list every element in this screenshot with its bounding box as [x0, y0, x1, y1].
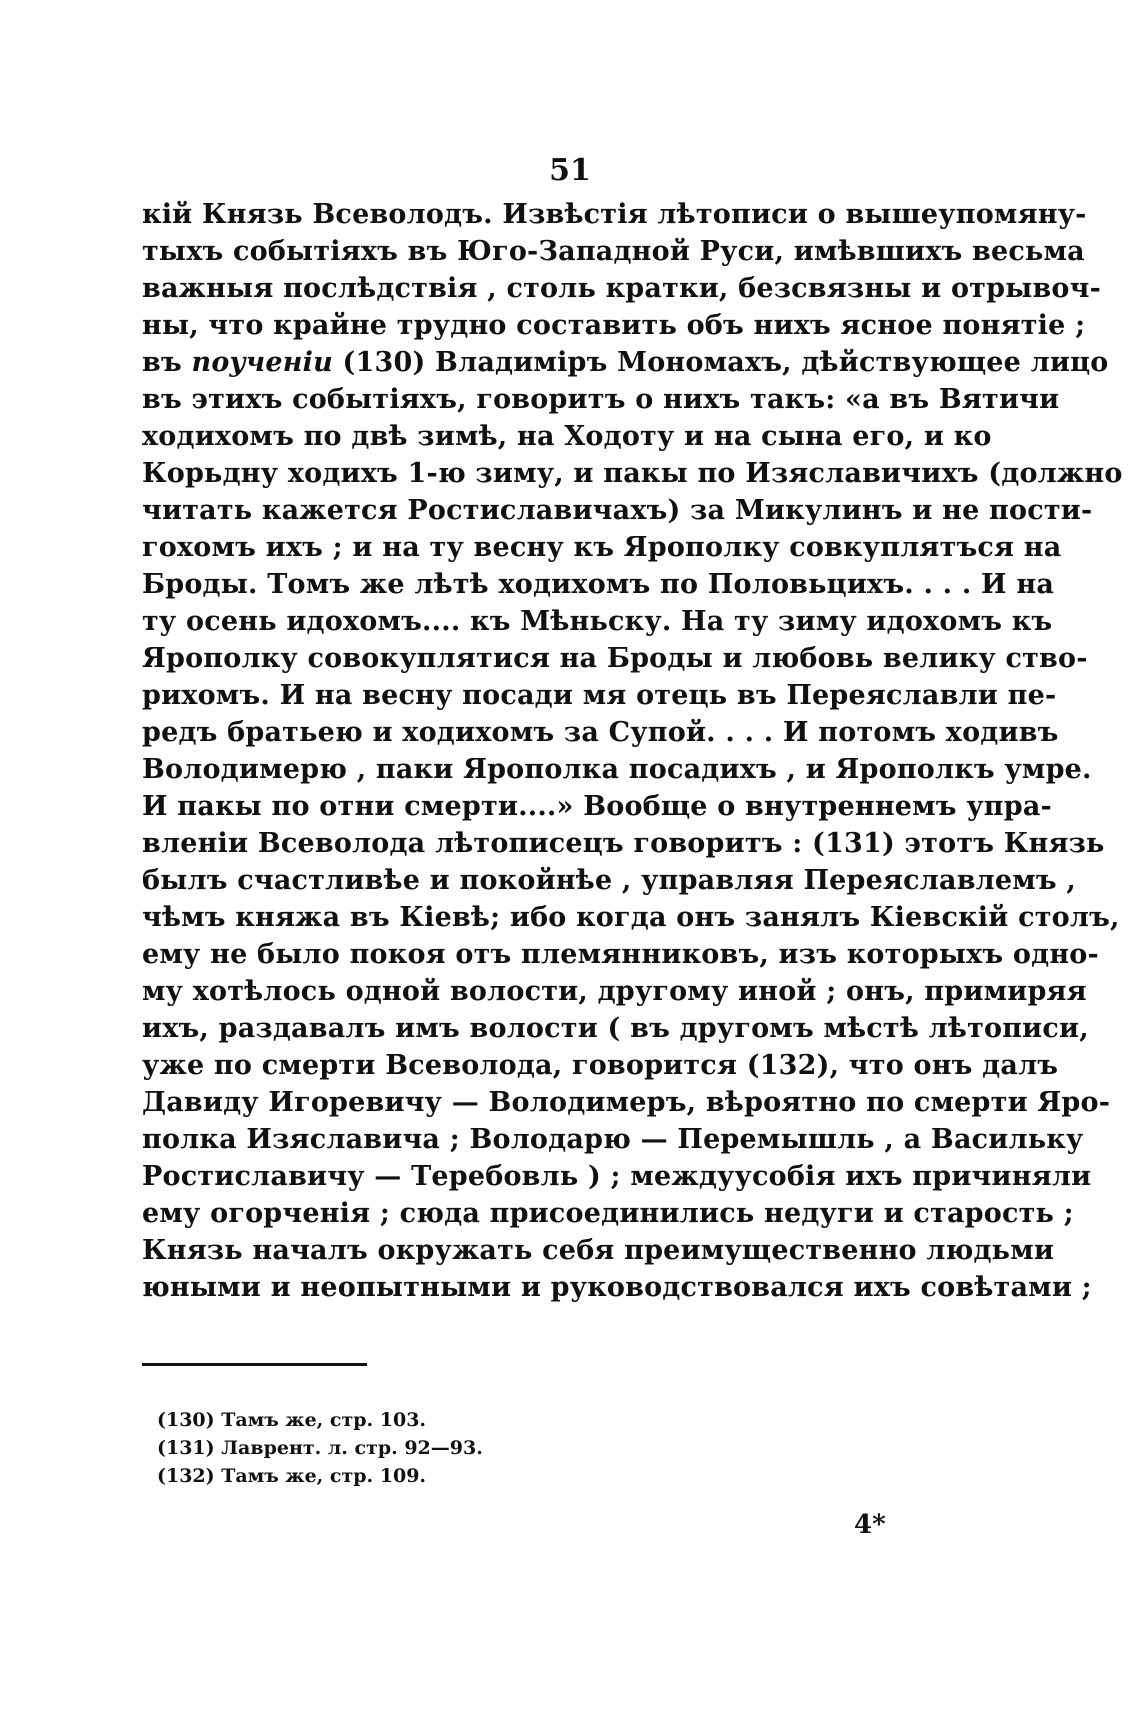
text-line: уже по смерти Всеволода, говорится (132), что онъ далъ — [142, 1050, 1059, 1081]
text-line: Князь началъ окружать себя преимущественно людьми — [142, 1235, 1055, 1266]
text-line: читать кажется Ростиславичахъ) за Микулинъ и не пости- — [142, 495, 1093, 526]
text-line: юными и неопытными и руководствовался ихъ совѣтами ; — [142, 1272, 1092, 1303]
text-line: ихъ, раздавалъ имъ волости ( въ другомъ мѣстѣ лѣтописи, — [142, 1013, 1089, 1044]
text-line: гохомъ ихъ ; и на ту весну къ Ярополку совкуплятъся на — [142, 532, 1062, 563]
footnote-130: (130) Тамъ же, стр. 103. — [157, 1409, 427, 1431]
text-line: рихомъ. И на весну посади мя отець въ Переяславли пе- — [142, 680, 1057, 711]
footnote-divider — [142, 1363, 367, 1366]
page-number: 51 — [549, 153, 591, 188]
text-line: тыхъ событіяхъ въ Юго-Западной Руси, имѣвшихъ весьма — [142, 236, 1085, 267]
text-line: Броды. Томъ же лѣтѣ ходихомъ по Половьцихъ. . . . И на — [142, 569, 1055, 600]
text-line: редъ братьею и ходихомъ за Супой. . . . И потомъ ходивъ — [142, 717, 1059, 748]
text-line: Давиду Игоревичу — Володимеръ, вѣроятно по смерти Яро- — [142, 1087, 1111, 1118]
text-line: въ этихъ событіяхъ, говоритъ о нихъ такъ: «а въ Вятичи — [142, 384, 1060, 415]
footnote-132: (132) Тамъ же, стр. 109. — [157, 1465, 427, 1487]
text-line: ему огорченія ; сюда присоединились недуги и старость ; — [142, 1198, 1074, 1229]
text-line: Ростиславичу — Теребовль ) ; междуусобія ихъ причиняли — [142, 1161, 1092, 1192]
footnote-131: (131) Лаврент. л. стр. 92—93. — [157, 1437, 483, 1459]
text-line-prefix: въ — [142, 347, 182, 378]
text-line-rest: (130) Владиміръ Мономахъ, дѣйствующее лицо — [342, 347, 1109, 378]
text-line: Ярополку совокуплятися на Броды и любовь велику ство- — [142, 643, 1088, 674]
text-line: кій Князь Всеволодъ. Извѣстія лѣтописи о вышеупомяну- — [142, 199, 1087, 230]
text-line: Корьдну ходихъ 1-ю зиму, и пакы по Изяславичихъ (должно — [142, 458, 1123, 489]
text-line: ходихомъ по двѣ зимѣ, на Ходоту и на сына его, и ко — [142, 421, 992, 452]
text-line: важныя послѣдствія , столь кратки, безсвязны и отрывоч- — [142, 273, 1101, 304]
text-line: полка Изяславича ; Володарю — Перемышль , а Васильку — [142, 1124, 1084, 1155]
text-line: И пакы по отни смерти....» Вообще о внутреннемъ упра- — [142, 791, 1052, 822]
text-line: му хотѣлось одной волости, другому иной ; онъ, примиряя — [142, 976, 1087, 1007]
text-line: ту осень идохомъ.... къ Мѣньску. На ту зиму идохомъ къ — [142, 606, 1053, 637]
text-line: ему не было покоя отъ племянниковъ, изъ которыхъ одно- — [142, 939, 1099, 970]
footnotes — [157, 1406, 483, 1490]
body-text — [142, 196, 1123, 1306]
text-line: вленіи Всеволода лѣтописецъ говоритъ : (131) этотъ Князь — [142, 828, 1105, 859]
text-line-with-italic — [142, 344, 1109, 381]
italic-term: поученіи — [191, 347, 333, 378]
text-line: Володимерю , паки Ярополка посадихъ , и Ярополкъ умре. — [142, 754, 1092, 785]
text-line: чѣмъ княжа въ Кіевѣ; ибо когда онъ занялъ Кіевскій столъ, — [142, 902, 1120, 933]
text-line: ны, что крайне трудно составить объ нихъ ясное понятіе ; — [142, 310, 1086, 341]
signature-mark: 4* — [854, 1510, 886, 1540]
text-line: былъ счастливѣе и покойнѣе , управляя Переяславлемъ , — [142, 865, 1077, 896]
